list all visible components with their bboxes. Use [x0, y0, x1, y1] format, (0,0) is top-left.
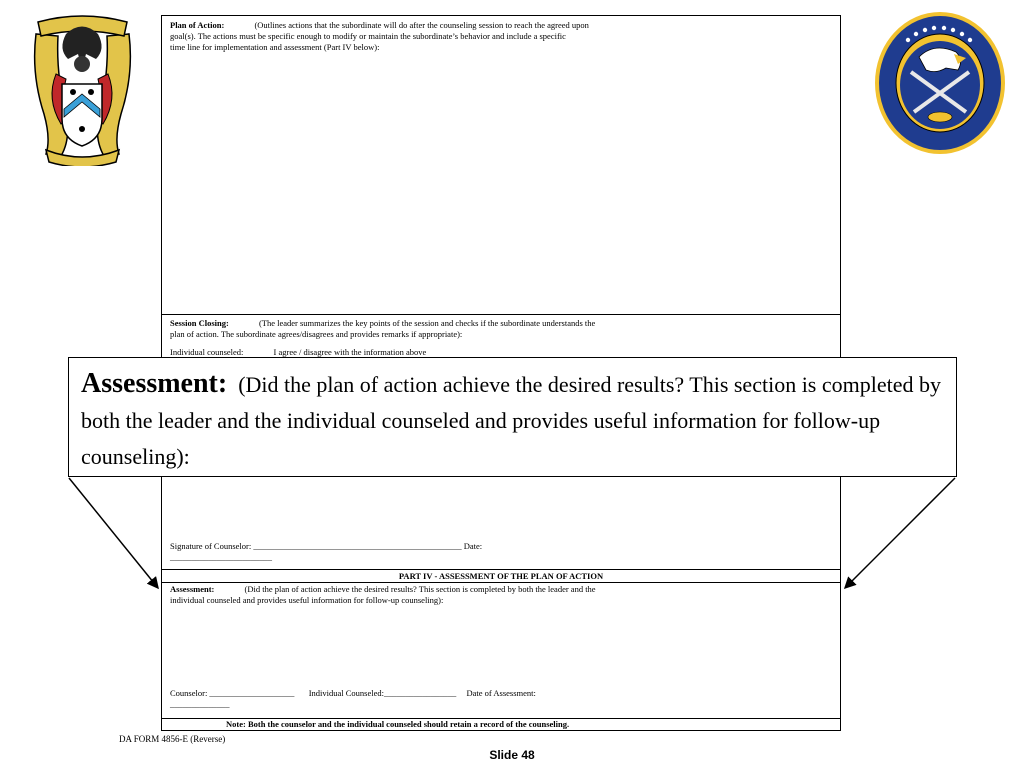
assessment-signatures — [170, 688, 830, 710]
center-for-army-leadership-logo — [874, 12, 1006, 154]
individual-counseled-field[interactable]: Individual Counseled:_________________ — [308, 688, 457, 698]
plan-of-action-section — [170, 20, 830, 53]
session-closing-label: Session Closing: — [170, 318, 229, 328]
session-closing-section — [170, 318, 830, 340]
divider — [162, 569, 840, 570]
part4-header: PART IV - ASSESSMENT OF THE PLAN OF ACTION — [398, 571, 604, 581]
divider — [162, 582, 840, 583]
coat-of-arms-logo — [26, 14, 139, 166]
counselor-field[interactable]: Counselor: ____________________ — [170, 688, 295, 698]
form-identifier: DA FORM 4856-E (Reverse) — [119, 734, 226, 744]
plan-of-action-text-1: (Outlines actions that the subordinate will do after the counseling session to reach the agreed upon — [254, 20, 589, 30]
plan-of-action-text-2: goal(s). The actions must be specific enough to modify or maintain the subordinate’s behavior and include a specific — [170, 31, 566, 41]
signature-date-line[interactable]: ________________________ — [170, 552, 272, 562]
signature-date-label: Date: — [463, 541, 483, 551]
agree-disagree-text: I agree / disagree with the information above — [273, 347, 427, 357]
individual-counseled-label: Individual counseled: — [170, 347, 244, 357]
callout-body: (Did the plan of action achieve the desired results? This section is completed by both the leader and the individual counseled and provides useful information for follow-up counseling): — [81, 372, 941, 469]
assessment-text-1: (Did the plan of action achieve the desired results? This section is completed by both the leader and the — [244, 584, 596, 594]
divider — [162, 314, 840, 315]
assessment-text-2: individual counseled and provides useful information for follow-up counseling): — [170, 595, 444, 605]
slide-number: Slide 48 — [489, 748, 535, 762]
signature-line[interactable]: _________________________________________________ — [253, 541, 462, 551]
signature-section — [170, 541, 830, 563]
callout-title: Assessment: — [81, 368, 228, 399]
note-text: Note: Both the counselor and the individual counseled should retain a record of the counseling. — [226, 719, 570, 729]
assessment-callout — [68, 357, 957, 477]
signature-label: Signature of Counselor: — [170, 541, 252, 551]
plan-of-action-text-3: time line for implementation and assessment (Part IV below): — [170, 42, 380, 52]
date-of-assessment-label: Date of Assessment: — [466, 688, 536, 698]
assessment-section — [170, 584, 830, 606]
date-of-assessment-line[interactable]: ______________ — [170, 699, 230, 709]
assessment-label: Assessment: — [170, 584, 215, 594]
plan-of-action-label: Plan of Action: — [170, 20, 225, 30]
session-closing-text-1: (The leader summarizes the key points of the session and checks if the subordinate understands the — [258, 318, 596, 328]
session-closing-text-2: plan of action. The subordinate agrees/disagrees and provides remarks if appropriate): — [170, 329, 463, 339]
